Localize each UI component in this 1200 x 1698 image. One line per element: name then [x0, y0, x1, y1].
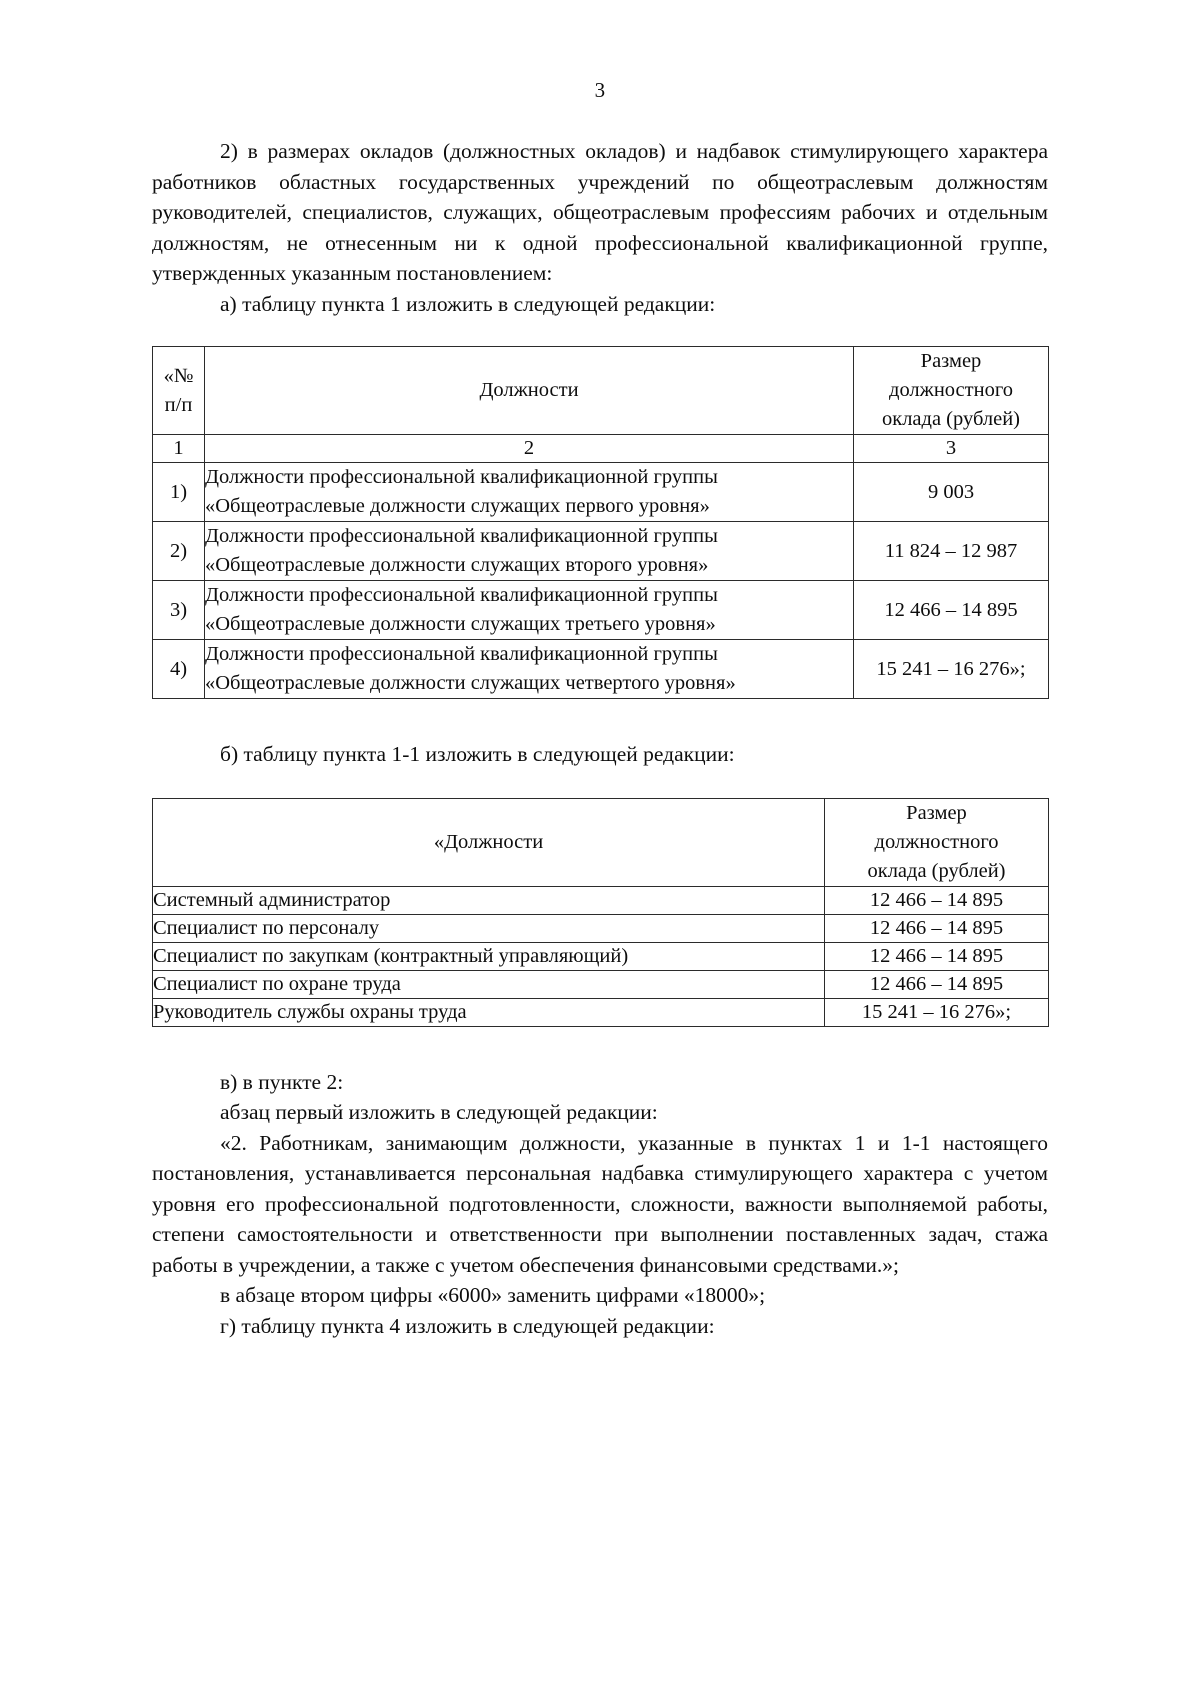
table-row: [153, 914, 1049, 942]
table-header-row: [153, 347, 1049, 435]
table-row: [153, 463, 1049, 522]
table-column-number-row: [153, 435, 1049, 463]
item-v-sub-label: абзац первый изложить в следующей редакции:: [220, 1100, 658, 1124]
quote-paragraph: «2. Работникам, занимающим должности, указанные в пунктах 1 и 1-1 настоящего постановления, устанавливается персональная надбавка стимулирующего характера с учетом уровня его профессиональной подготовленности, сложности, важности выполняемой работы, степени самостоятельности и ответственности при выполнении поставленных задач, стажа работы в учреждении, а также с учетом обеспечения финансовыми средствами.»;: [152, 1130, 1048, 1277]
salary-table-1: [152, 346, 1049, 699]
row-position: Системный администратор: [153, 886, 825, 914]
row-position-line2: «Общеотраслевые должности служащих третьего уровня»: [205, 613, 716, 635]
row-index: 3): [153, 581, 205, 640]
row-amount: 12 466 – 14 895: [854, 581, 1049, 640]
row-position-line2: «Общеотраслевые должности служащих второго уровня»: [205, 554, 709, 576]
row-position: Специалист по персоналу: [153, 914, 825, 942]
page-number: 3: [594, 78, 606, 102]
table-row: [153, 970, 1049, 998]
row-position: Руководитель службы охраны труда: [153, 998, 825, 1026]
row-amount: 9 003: [854, 463, 1049, 522]
item-b-block: [152, 739, 1048, 770]
row-index: 4): [153, 640, 205, 699]
row-position-line1: Должности профессиональной квалификационной группы: [205, 466, 718, 488]
item-g-label: г) таблицу пункта 4 изложить в следующей редакции:: [220, 1313, 715, 1338]
row-amount: 12 466 – 14 895: [825, 942, 1049, 970]
table-row: [153, 640, 1049, 699]
row-position: Специалист по закупкам (контрактный управляющий): [153, 942, 825, 970]
row-amount: 12 466 – 14 895: [825, 914, 1049, 942]
table-1-wrapper: [152, 346, 1048, 699]
tail-block: [152, 1067, 1048, 1342]
intro-paragraph: 2) в размерах окладов (должностных окладов) и надбавок стимулирующего характера работников областных государственных учреждений по общеотраслевым должностям руководителей, специалистов, служащих, общеотраслевым профессиям рабочих и отдельным должностям, не отнесенным ни к одной профессиональной квалификационной группе, утвержденных указанным постановлением:: [152, 139, 1048, 285]
row-index: 1): [153, 463, 205, 522]
table-2-wrapper: [152, 798, 1048, 1027]
row-position: Специалист по охране труда: [153, 970, 825, 998]
table-row: [153, 942, 1049, 970]
row-position: [205, 522, 854, 581]
row-position-line2: «Общеотраслевые должности служащих первого уровня»: [205, 495, 710, 517]
table-row: [153, 581, 1049, 640]
header-amount-line1: Размер: [920, 350, 982, 372]
item-v-label: в) в пункте 2:: [220, 1069, 344, 1094]
item-b-label: б) таблицу пункта 1-1 изложить в следующей редакции:: [220, 742, 735, 766]
header-amount-line1: Размер: [906, 801, 967, 824]
row-position: [205, 640, 854, 699]
column-number-2: 2: [205, 435, 854, 463]
row-index: 2): [153, 522, 205, 581]
row-amount: 15 241 – 16 276»;: [854, 640, 1049, 699]
table-row: [153, 998, 1049, 1026]
header-cell-position: Должности: [205, 347, 854, 435]
table-row: [153, 886, 1049, 914]
item-a-label: а) таблицу пункта 1 изложить в следующей редакции:: [220, 291, 716, 316]
table-row: [153, 522, 1049, 581]
salary-table-2: [152, 798, 1049, 1027]
header-cell-position: «Должности: [153, 798, 825, 886]
row-position-line1: Должности профессиональной квалификационной группы: [205, 643, 718, 665]
header-cell-number: [153, 347, 205, 435]
row-amount: 15 241 – 16 276»;: [825, 998, 1049, 1026]
row-position: [205, 581, 854, 640]
row-position-line1: Должности профессиональной квалификационной группы: [205, 584, 718, 606]
header-amount-line3: оклада (рублей): [881, 408, 1021, 430]
header-amount-line2: должностного: [889, 379, 1013, 401]
header-number-line1: «№: [163, 364, 194, 387]
header-number-line2: п/п: [164, 393, 193, 416]
row-position-line2: «Общеотраслевые должности служащих четвертого уровня»: [205, 672, 736, 694]
intro-block: [152, 136, 1048, 319]
header-amount-line3: оклада (рублей): [867, 859, 1006, 882]
table-header-row: [153, 798, 1049, 886]
row-position-line1: Должности профессиональной квалификационной группы: [205, 525, 718, 547]
header-cell-amount: [854, 347, 1049, 435]
row-amount: 12 466 – 14 895: [825, 886, 1049, 914]
page-content: [152, 0, 1048, 1341]
row-amount: 12 466 – 14 895: [825, 970, 1049, 998]
column-number-1: 1: [153, 435, 205, 463]
header-amount-line2: должностного: [874, 830, 999, 853]
row-position: [205, 463, 854, 522]
replace-digits-line: в абзаце втором цифры «6000» заменить цифрами «18000»;: [220, 1283, 766, 1307]
column-number-3: 3: [854, 435, 1049, 463]
row-amount: 11 824 – 12 987: [854, 522, 1049, 581]
header-cell-amount: [825, 798, 1049, 886]
